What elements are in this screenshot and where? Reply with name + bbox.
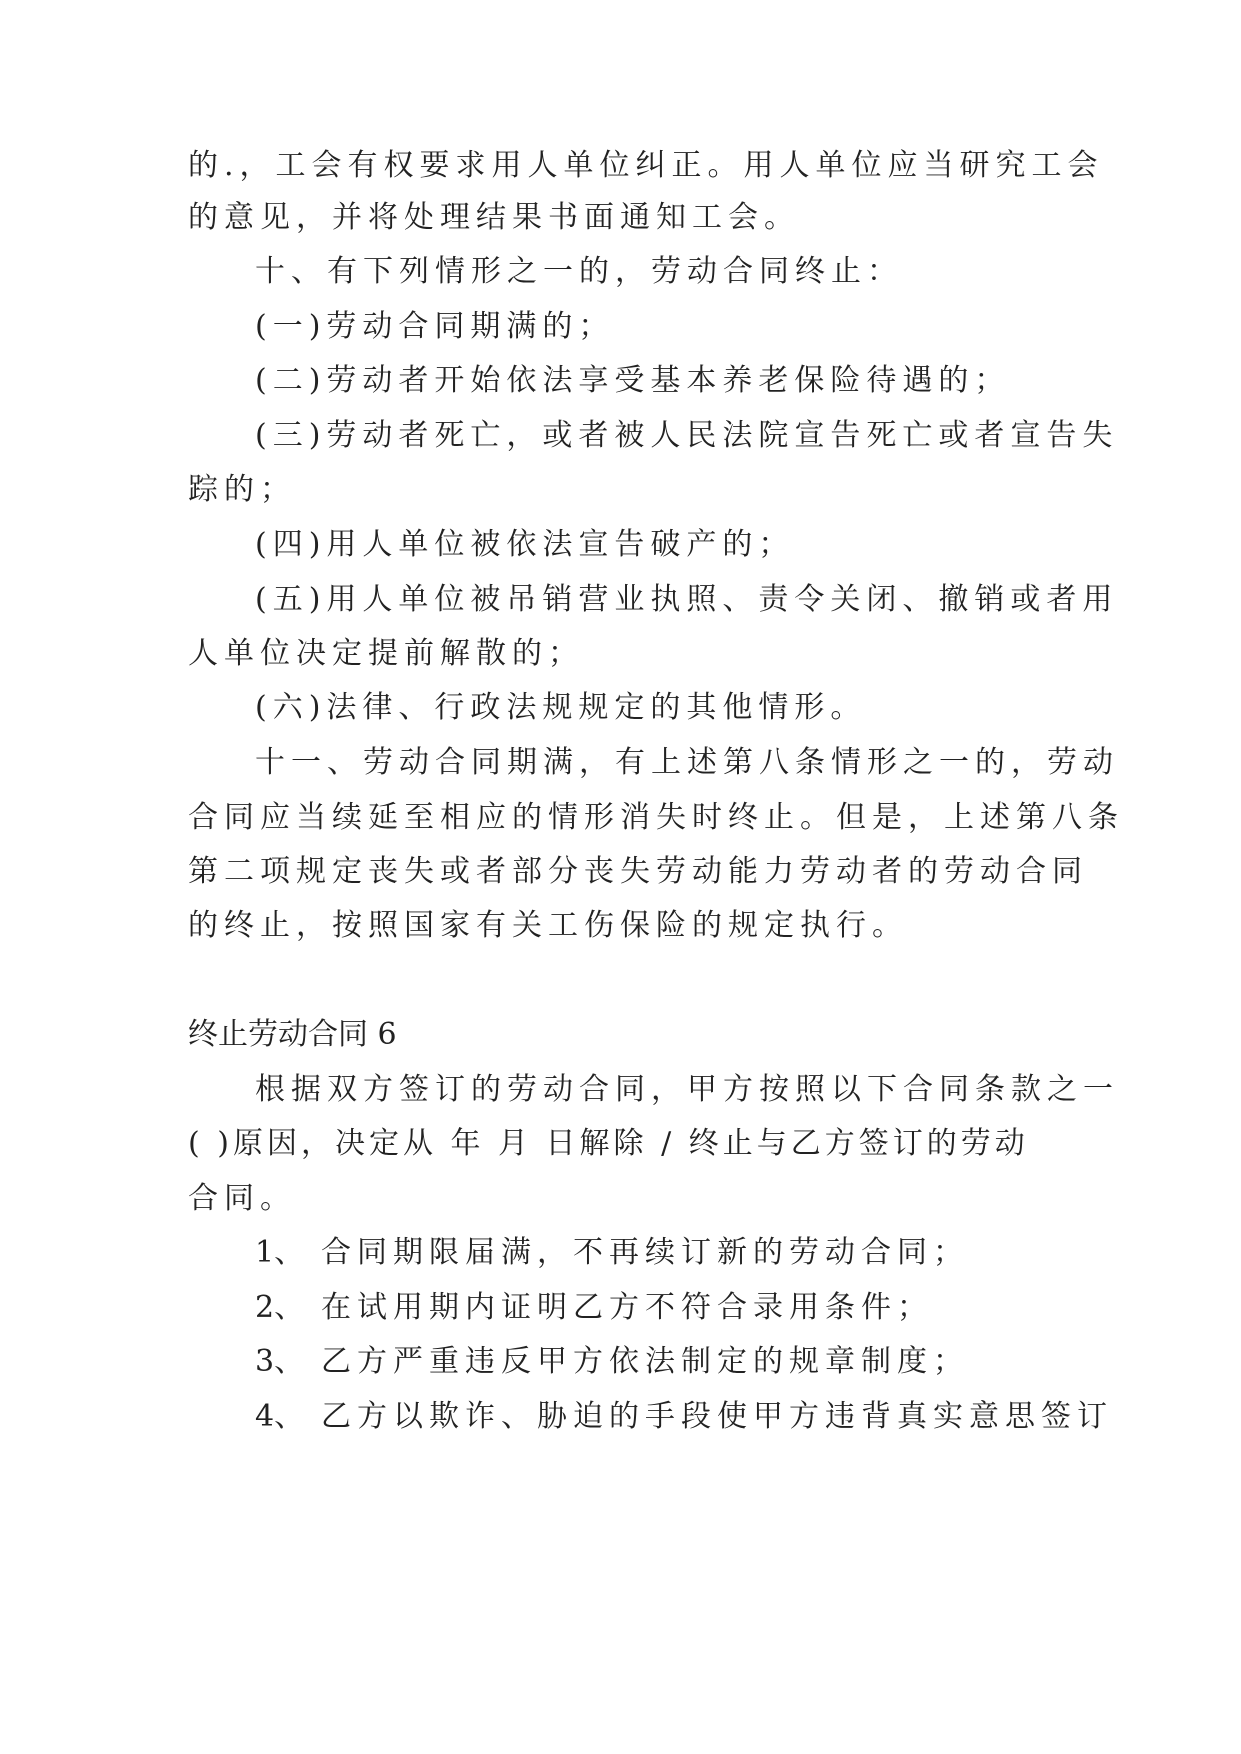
article-10-item: (二)劳动者开始依法享受基本养老保险待遇的； [255,363,1011,398]
list-item [255,1387,1113,1447]
article-10-item: (三)劳动者死亡，或者被人民法院宣告死亡或者宣告失 [255,418,1119,453]
list-item-text: 乙方以欺诈、胁迫的手段使甲方违背真实意思签订 [321,1399,1113,1434]
list-item-text: 乙方严重违反甲方依法制定的规章制度； [321,1344,969,1379]
list-item-text: 合同期限届满，不再续订新的劳动合同； [321,1235,969,1270]
section-6-intro-line: ( )原因，决定从 年 月 日解除 / 终止与乙方签订的劳动 [188,1126,1029,1161]
list-item-number: 1、 [255,1235,305,1270]
article-11-line: 合同应当续延至相应的情形消失时终止。但是，上述第八条 [188,800,1124,835]
article-11-line: 十一、劳动合同期满，有上述第八条情形之一的，劳动 [255,745,1119,780]
section-heading: 终止劳动合同 6 [188,1017,397,1052]
list-item-number: 3、 [255,1344,305,1379]
list-item-number: 2、 [255,1290,305,1325]
article-10-item-continuation: 踪的； [188,472,296,507]
article-10-item: (五)用人单位被吊销营业执照、责令关闭、撤销或者用 [255,582,1119,617]
article-11-line: 的终止，按照国家有关工伤保险的规定执行。 [188,908,908,943]
section-6-intro-line: 合同。 [188,1181,296,1216]
article-10-item-continuation: 人单位决定提前解散的； [188,636,584,671]
article-11-line: 第二项规定丧失或者部分丧失劳动能力劳动者的劳动合同 [188,854,1088,889]
paragraph-line: 的.，工会有权要求用人单位纠正。用人单位应当研究工会 [188,148,1104,183]
article-10-item: (一)劳动合同期满的； [255,309,615,344]
list-item-number: 4、 [255,1399,305,1434]
list-item-text: 在试用期内证明乙方不符合录用条件； [321,1290,933,1325]
list-item [255,1223,969,1283]
article-10-item: (六)法律、行政法规规定的其他情形。 [255,690,867,725]
article-10-title: 十、有下列情形之一的，劳动合同终止： [255,254,903,289]
list-item [255,1332,969,1392]
article-10-item: (四)用人单位被依法宣告破产的； [255,527,795,562]
section-6-intro-line: 根据双方签订的劳动合同，甲方按照以下合同条款之一 [255,1072,1119,1107]
list-item [255,1278,933,1338]
paragraph-line: 的意见，并将处理结果书面通知工会。 [188,200,800,235]
